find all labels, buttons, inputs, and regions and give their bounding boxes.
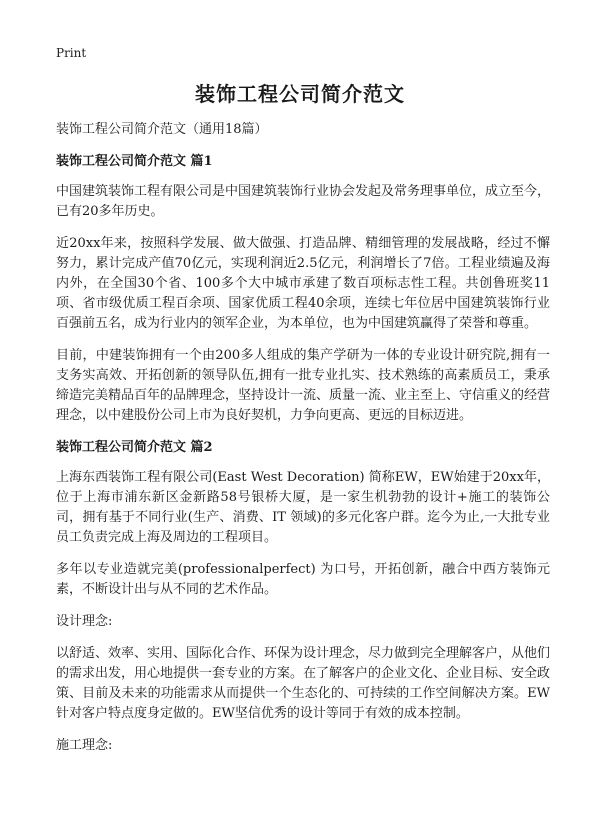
paragraph: 多年以专业造就完美(professionalperfect) 为口号，开拓创新，融合中西方装饰元素，不断设计出与从不同的艺术作品。: [56, 562, 550, 597]
print-link[interactable]: Print: [56, 46, 87, 60]
paragraph-label: 设计理念:: [56, 614, 113, 629]
document-subtitle: 装饰工程公司简介范文（通用18篇）: [56, 122, 268, 137]
section-2: [56, 438, 550, 756]
section-heading: 装饰工程公司简介范文 篇2: [56, 440, 213, 455]
section-1: [56, 152, 550, 426]
paragraph: 近20xx年来，按照科学发展、做大做强、打造品牌、精细管理的发展战略，经过不懈努力，累计完成产值70亿元，实现利润近2.5亿元，利润增长了7倍。工程业绩遍及海内外，在全国30个省、100多个大中城市承建了数百项标志性工程。共创鲁班奖11项、省市级优质工程百余项、国家优质工程40余项，连续七年位居中国建筑装饰行业百强前五名，成为行业内的领军企业，为本单位，也为中国建筑赢得了荣誉和尊重。: [56, 236, 550, 331]
paragraph: 以舒适、效率、实用、国际化合作、环保为设计理念，尽力做到完全理解客户，从他们的需求出发，用心地提供一套专业的方案。在了解客户的企业文化、企业目标、安全政策、目前及未来的功能需求从而提供一个生态化的、可持续的工作空间解决方案。EW针对客户特点度身定做的。EW坚信优秀的设计等同于有效的成本控制。: [56, 646, 551, 721]
page-title: 装饰工程公司简介范文: [195, 82, 405, 106]
document-body: [56, 120, 550, 768]
paragraph: 上海东西装饰工程有限公司(East West Decoration) 简称EW，EW始建于20xx年，位于上海市浦东新区金新路58号银桥大厦，是一家生机勃勃的设计+施工的装饰公司，拥有基于不同行业(生产、消费、IT 领域)的多元化客户群。迄今为止,一大批专业员工负责完成上海及周边的工程项目。: [56, 470, 550, 545]
paragraph-label: 施工理念:: [56, 738, 113, 753]
paragraph: 目前，中建装饰拥有一个由200多人组成的集产学研为一体的专业设计研究院,拥有一支务实高效、开拓创新的领导队伍,拥有一批专业扎实、技术熟练的高素质员工，秉承缔造完美精品百年的品牌理念，坚持设计一流、质量一流、业主至上、守信重义的经营理念，以中建股份公司上市为良好契机，力争向更高、更远的目标迈进。: [56, 348, 551, 423]
section-heading: 装饰工程公司简介范文 篇1: [56, 154, 213, 169]
paragraph: 中国建筑装饰工程有限公司是中国建筑装饰行业协会发起及常务理事单位，成立至今，已有20多年历史。: [56, 184, 551, 219]
